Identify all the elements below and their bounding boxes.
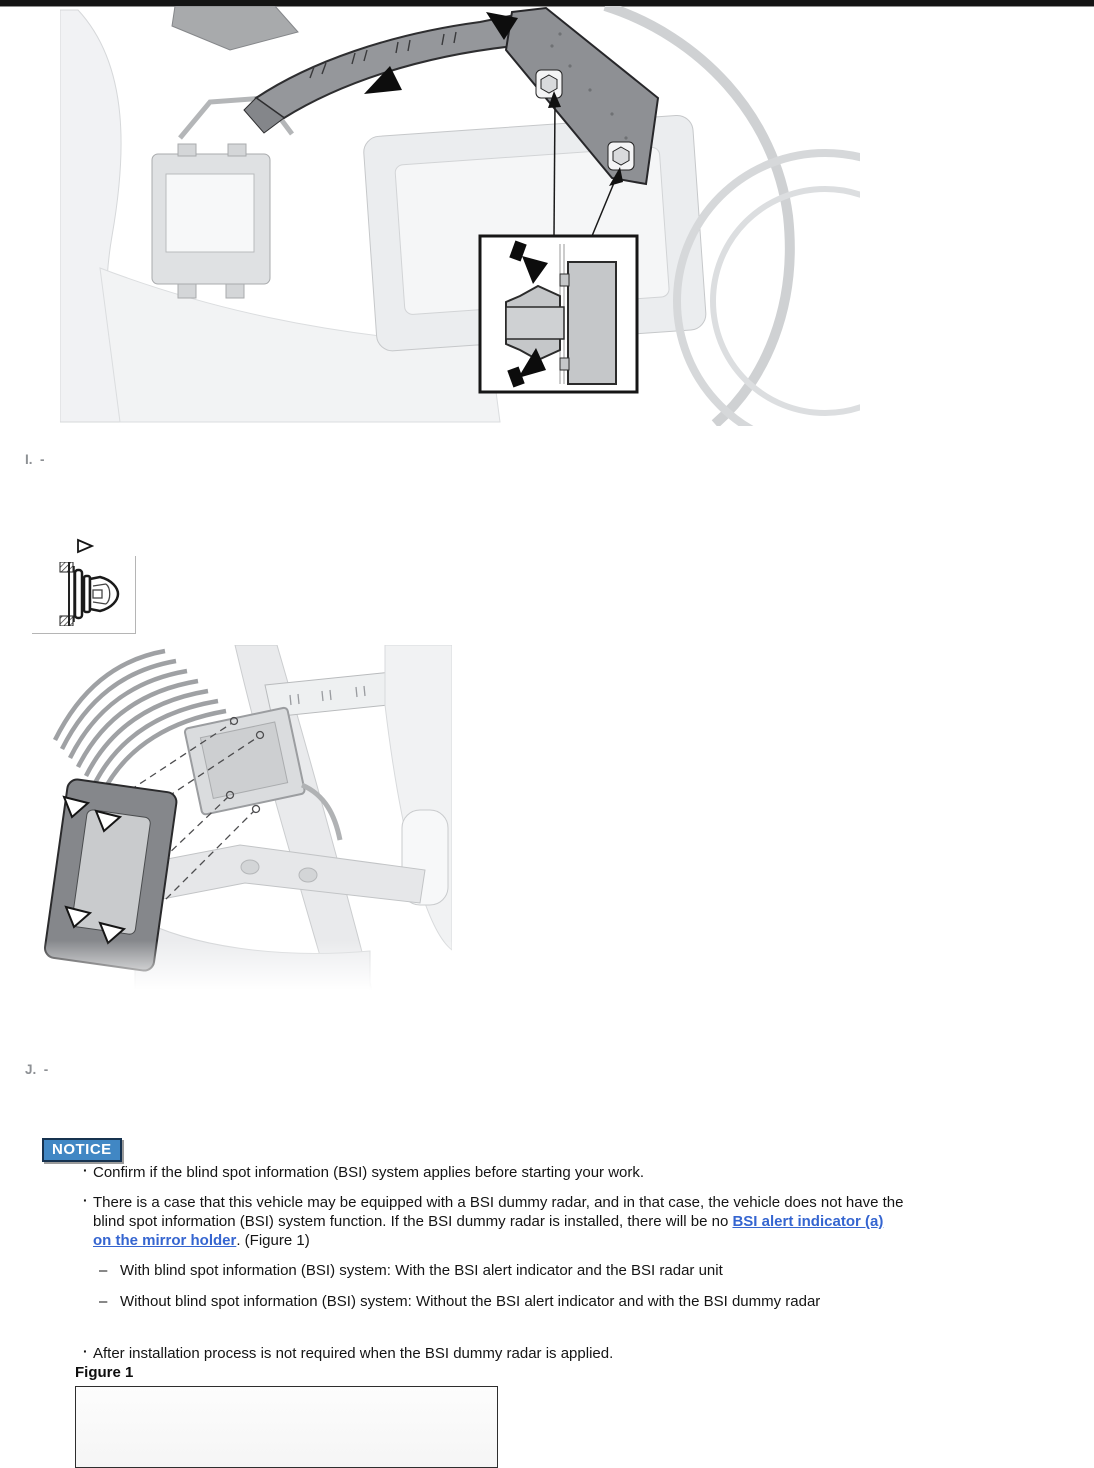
figure1-image-box: [75, 1386, 498, 1468]
bullet-dot-icon: ·: [83, 1162, 88, 1178]
clip-detail-inset: [480, 236, 637, 392]
notice-text: [93, 1194, 903, 1249]
garnish-clip-b: [608, 142, 634, 170]
bsi-alert-indicator-link[interactable]: BSI alert indicator (a) on the mirror holder: [93, 1213, 884, 1249]
notice-text-segment: With blind spot information (BSI) system: With the BSI alert indicator and the BSI radar unit: [120, 1262, 723, 1279]
step-j-label: J. -: [25, 1062, 49, 1077]
notice-subitem: [99, 1261, 905, 1280]
notice-text-segment: . (Figure 1): [236, 1232, 310, 1249]
notice-text: [120, 1293, 820, 1310]
garnish-clip-a: [536, 70, 562, 98]
notice-text: [120, 1262, 723, 1279]
notice-text-segment: After installation process is not required when the BSI dummy radar is applied.: [93, 1345, 614, 1362]
bracket-removal-illustration: [40, 645, 452, 990]
callout-marker-icon: [76, 538, 94, 554]
garnish-install-drawing: [60, 6, 860, 426]
garnish-install-illustration: [60, 6, 860, 426]
clip-callout-thumbnail[interactable]: [32, 556, 136, 634]
dash-icon: –: [99, 1293, 108, 1310]
notice-subitem: [99, 1292, 905, 1311]
notice-list: [83, 1163, 905, 1374]
notice-text: [93, 1164, 644, 1181]
notice-item: [83, 1193, 905, 1250]
notice-text-segment: Without blind spot information (BSI) system: Without the BSI alert indicator and with the BSI dummy radar: [120, 1293, 821, 1310]
notice-item: [83, 1344, 905, 1363]
bullet-dot-icon: ·: [83, 1192, 88, 1208]
bracket-removal-drawing: [40, 645, 452, 990]
notice-text: [93, 1345, 613, 1362]
bullet-dot-icon: ·: [83, 1343, 88, 1359]
push-clip-icon: [48, 562, 120, 626]
notice-text-segment: There is a case that this vehicle may be equipped with a BSI dummy radar, and in that case, the vehicle does not have the blind spot information (BSI) system function. If the BSI dummy radar is installed, there will be no: [93, 1194, 904, 1230]
notice-badge: NOTICE: [42, 1138, 122, 1162]
dash-icon: –: [99, 1262, 108, 1279]
notice-item: [83, 1163, 905, 1182]
step-i-label: I. -: [25, 452, 45, 467]
figure1-label: Figure 1: [75, 1364, 134, 1381]
notice-text-segment: Confirm if the blind spot information (BSI) system applies before starting your work.: [93, 1164, 645, 1181]
